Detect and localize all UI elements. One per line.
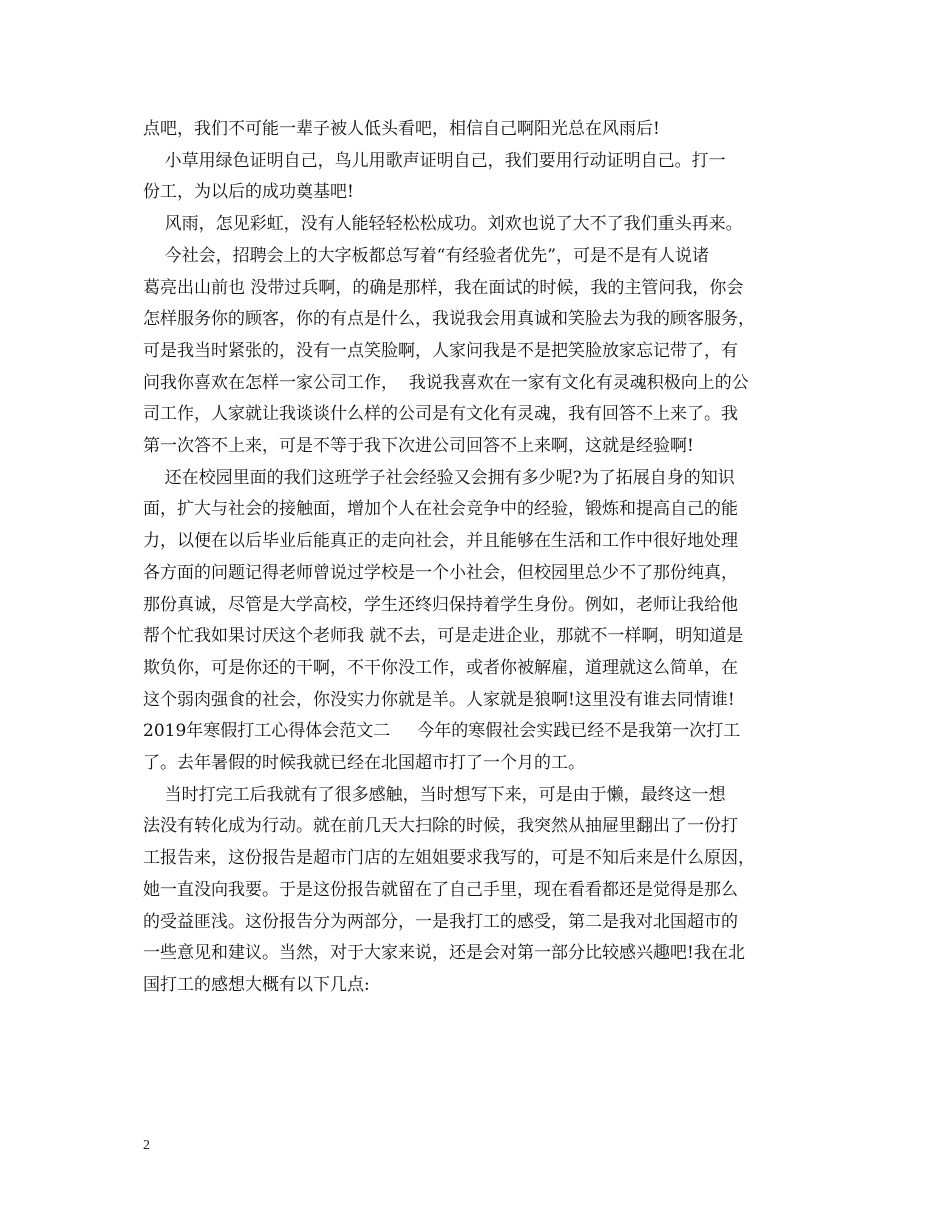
text-line: 葛亮出山前也 没带过兵啊，的确是那样，我在面试的时候，我的主管问我，你会 xyxy=(143,278,744,298)
page-number: 2 xyxy=(143,1138,150,1153)
text-line: 的受益匪浅。这份报告分为两部分，一是我打工的感受，第二是我对北国超市的 xyxy=(143,912,738,932)
text-line: 第一次答不上来，可是不等于我下次进公司回答不上来啊，这就是经验啊! xyxy=(143,436,694,456)
text-line: 风雨，怎见彩虹，没有人能轻轻松松成功。刘欢也说了大不了我们重头再来。 xyxy=(143,214,743,234)
text-line: 面，扩大与社会的接触面，增加个人在社会竞争中的经验，锻炼和提高自己的能 xyxy=(143,499,738,519)
text-line: 国打工的感想大概有以下几点: xyxy=(143,975,370,995)
text-line: 份工，为以后的成功奠基吧! xyxy=(143,182,354,202)
text-line: 法没有转化成为行动。就在前几天大扫除的时候，我突然从抽屉里翻出了一份打 xyxy=(143,816,738,836)
text-line: 2019年寒假打工心得体会范文二 今年的寒假社会实践已经不是我第一次打工 xyxy=(143,721,741,741)
text-line: 点吧，我们不可能一辈子被人低头看吧，相信自己啊阳光总在风雨后! xyxy=(143,119,660,139)
text-line: 还在校园里面的我们这班学子社会经验又会拥有多少呢?为了拓展自身的知识 xyxy=(143,468,735,488)
text-line: 工报告来，这份报告是超市门店的左姐姐要求我写的，可是不知后来是什么原因， xyxy=(143,848,755,868)
text-line: 帮个忙我如果讨厌这个老师我 就不去，可是走进企业，那就不一样啊，明知道是 xyxy=(143,626,744,646)
text-line: 那份真诚，尽管是大学高校，学生还终归保持着学生身份。例如，老师让我给他 xyxy=(143,595,738,615)
text-line: 她一直没向我要。于是这份报告就留在了自己手里，现在看看都还是觉得是那么 xyxy=(143,880,738,900)
text-line: 司工作，人家就让我谈谈什么样的公司是有文化有灵魂，我有回答不上来了。我 xyxy=(143,404,738,424)
text-line: 了。去年暑假的时候我就已经在北国超市打了一个月的工。 xyxy=(143,753,585,773)
text-line: 小草用绿色证明自己，鸟儿用歌声证明自己，我们要用行动证明自己。打一 xyxy=(143,151,726,171)
text-line: 力，以便在以后毕业后能真正的走向社会，并且能够在生活和工作中很好地处理 xyxy=(143,531,738,551)
text-line: 各方面的问题记得老师曾说过学校是一个小社会，但校园里总少不了那份纯真， xyxy=(143,563,738,583)
text-line: 可是我当时紧张的，没有一点笑脸啊，人家问我是不是把笑脸放家忘记带了，有 xyxy=(143,341,738,361)
text-line: 当时打完工后我就有了很多感触，当时想写下来，可是由于懒，最终这一想 xyxy=(143,785,726,805)
text-line: 欺负你，可是你还的干啊，不干你没工作，或者你被解雇，道理就这么简单，在 xyxy=(143,658,738,678)
text-line: 问我你喜欢在怎样一家公司工作， 我说我喜欢在一家有文化有灵魂积极向上的公 xyxy=(143,373,749,393)
text-line: 怎样服务你的顾客，你的有点是什么，我说我会用真诚和笑脸去为我的顾客服务， xyxy=(143,309,755,329)
text-line: 今社会，招聘会上的大字板都总写着“有经验者优先”，可是不是有人说诸 xyxy=(143,246,709,266)
text-line: 这个弱肉强食的社会，你没实力你就是羊。人家就是狼啊!这里没有谁去同情谁! xyxy=(143,690,735,710)
text-line: 一些意见和建议。当然，对于大家来说，还是会对第一部分比较感兴趣吧!我在北 xyxy=(143,943,745,963)
